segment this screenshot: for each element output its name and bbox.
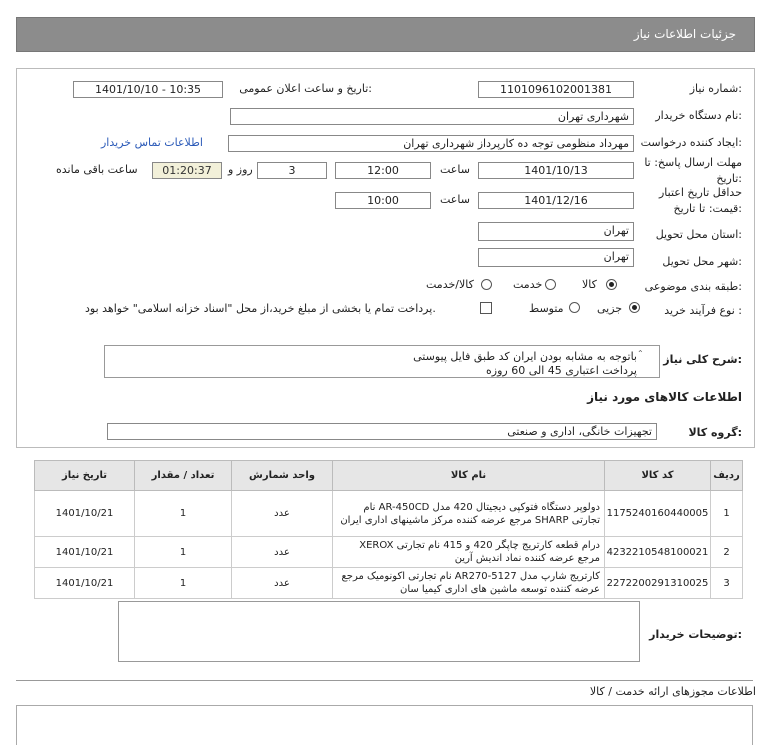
- category-goods-label: کالا: [582, 278, 597, 291]
- city-field: تهران: [478, 248, 634, 267]
- table-row: [35, 491, 743, 537]
- process-minor-radio[interactable]: [629, 302, 640, 313]
- category-goods-service-label: کالا/خدمت: [426, 278, 474, 291]
- price-validity-label-2: قیمت: تا تاریخ:: [673, 202, 742, 215]
- deadline-time-field: 12:00: [335, 162, 431, 179]
- buyer-notes-label: توضیحات خریدار:: [649, 628, 742, 641]
- category-service-radio[interactable]: [545, 279, 556, 290]
- cell-code: 4232210548100021: [605, 537, 711, 568]
- buyer-org-field: شهرداری تهران: [230, 108, 634, 125]
- province-label: استان محل تحویل:: [655, 228, 742, 241]
- requester-label: ایجاد کننده درخواست:: [640, 136, 742, 149]
- goods-group-field: تجهیزات خانگی، اداری و صنعتی: [107, 423, 657, 440]
- price-validity-date-field: 1401/12/16: [478, 192, 634, 209]
- description-line-2: پرداخت اعتباری 45 الی 60 روزه: [486, 364, 637, 377]
- deadline-days-field: 3: [257, 162, 327, 179]
- resize-handle-icon[interactable]: ⌃: [637, 349, 644, 358]
- process-minor-label: جزیی: [597, 302, 623, 315]
- col-header-name: نام کالا: [333, 461, 605, 491]
- cell-row: 1: [711, 491, 743, 537]
- goods-info-title: اطلاعات کالاهای مورد نیاز: [587, 390, 742, 404]
- buyer-org-label: نام دستگاه خریدار:: [655, 109, 742, 122]
- col-header-qty: تعداد / مقدار: [135, 461, 232, 491]
- table-row: [35, 568, 743, 599]
- deadline-label-2: تاریخ:: [716, 172, 742, 185]
- cell-name: درام قطعه کارتریج چاپگر 420 و 415 نام تجارتی XEROX مرجع عرضه کننده نماد اندیش آرین: [333, 537, 605, 568]
- category-label: طبقه بندی موضوعی:: [644, 280, 742, 293]
- cell-name: دولوپر دستگاه فتوکپی دیجیتال 420 مدل AR-450CD نام تجارتی SHARP مرجع عرضه کننده مرکز ماشینهای اداری ایران: [333, 491, 605, 537]
- need-number-label: شماره نیاز:: [689, 82, 742, 95]
- price-validity-time-field: 10:00: [335, 192, 431, 209]
- licenses-title: اطلاعات مجوزهای ارائه خدمت / کالا: [589, 685, 756, 698]
- description-box: [104, 345, 660, 378]
- cell-date: 1401/10/21: [35, 491, 135, 537]
- page-title: جزئیات اطلاعات نیاز: [633, 27, 736, 41]
- treasury-payment-checkbox[interactable]: [480, 302, 492, 314]
- cell-name: کارتریج شارپ مدل AR270-5127 نام تجارتی اکونومیک مرجع عرضه کننده توسعه ماشین های اداری کیمیا سان: [333, 568, 605, 599]
- cell-row: 2: [711, 537, 743, 568]
- price-validity-label: حداقل تاریخ اعتبار: [658, 186, 742, 199]
- city-label: شهر محل تحویل:: [662, 255, 742, 268]
- price-validity-time-label: ساعت: [440, 193, 470, 206]
- need-number-field: 1101096102001381: [478, 81, 634, 98]
- cell-qty: 1: [135, 568, 232, 599]
- category-goods-radio[interactable]: [606, 279, 617, 290]
- buyer-notes-box: [118, 601, 640, 662]
- cell-unit: عدد: [232, 491, 333, 537]
- province-field: تهران: [478, 222, 634, 241]
- requester-field: مهرداد منظومی توجه ده کارپرداز شهرداری تهران: [228, 135, 634, 152]
- cell-code: 1175240160440005: [605, 491, 711, 537]
- category-goods-service-radio[interactable]: [481, 279, 492, 290]
- cell-code: 2272200291310025: [605, 568, 711, 599]
- process-label: نوع فرآیند خرید :: [664, 304, 742, 317]
- deadline-time-label: ساعت: [440, 163, 470, 176]
- treasury-payment-note: پرداخت تمام یا بخشی از مبلغ خرید،از محل "اسناد خزانه اسلامی" خواهد بود.: [85, 302, 436, 315]
- description-line-1: باتوجه به مشابه بودن ایران کد طبق فایل پیوستی: [413, 350, 637, 363]
- section-divider: [16, 680, 753, 681]
- buyer-contact-link[interactable]: اطلاعات تماس خریدار: [101, 136, 203, 149]
- cell-qty: 1: [135, 491, 232, 537]
- cell-row: 3: [711, 568, 743, 599]
- cell-date: 1401/10/21: [35, 537, 135, 568]
- announce-field: 1401/10/10 - 10:35: [73, 81, 223, 98]
- col-header-row: ردیف: [711, 461, 743, 491]
- announce-label: تاریخ و ساعت اعلان عمومی:: [239, 82, 372, 95]
- table-row: [35, 537, 743, 568]
- goods-group-label: گروه کالا:: [688, 426, 742, 439]
- page-header: [16, 17, 755, 52]
- goods-table-header: [35, 461, 743, 491]
- cell-qty: 1: [135, 537, 232, 568]
- description-label: شرح کلی نیاز:: [663, 353, 742, 366]
- category-service-label: خدمت: [513, 278, 543, 291]
- cell-date: 1401/10/21: [35, 568, 135, 599]
- days-label: روز و: [228, 163, 253, 176]
- col-header-code: کد کالا: [605, 461, 711, 491]
- remaining-time-field: 01:20:37: [152, 162, 222, 179]
- col-header-unit: واحد شمارش: [232, 461, 333, 491]
- process-medium-radio[interactable]: [569, 302, 580, 313]
- remaining-label: ساعت باقی مانده: [56, 163, 138, 176]
- cell-unit: عدد: [232, 537, 333, 568]
- process-medium-label: متوسط: [529, 302, 564, 315]
- deadline-label: مهلت ارسال پاسخ: تا: [644, 156, 742, 169]
- cell-unit: عدد: [232, 568, 333, 599]
- goods-table: [34, 460, 743, 599]
- deadline-date-field: 1401/10/13: [478, 162, 634, 179]
- licenses-panel: [16, 705, 753, 745]
- col-header-date: تاریخ نیاز: [35, 461, 135, 491]
